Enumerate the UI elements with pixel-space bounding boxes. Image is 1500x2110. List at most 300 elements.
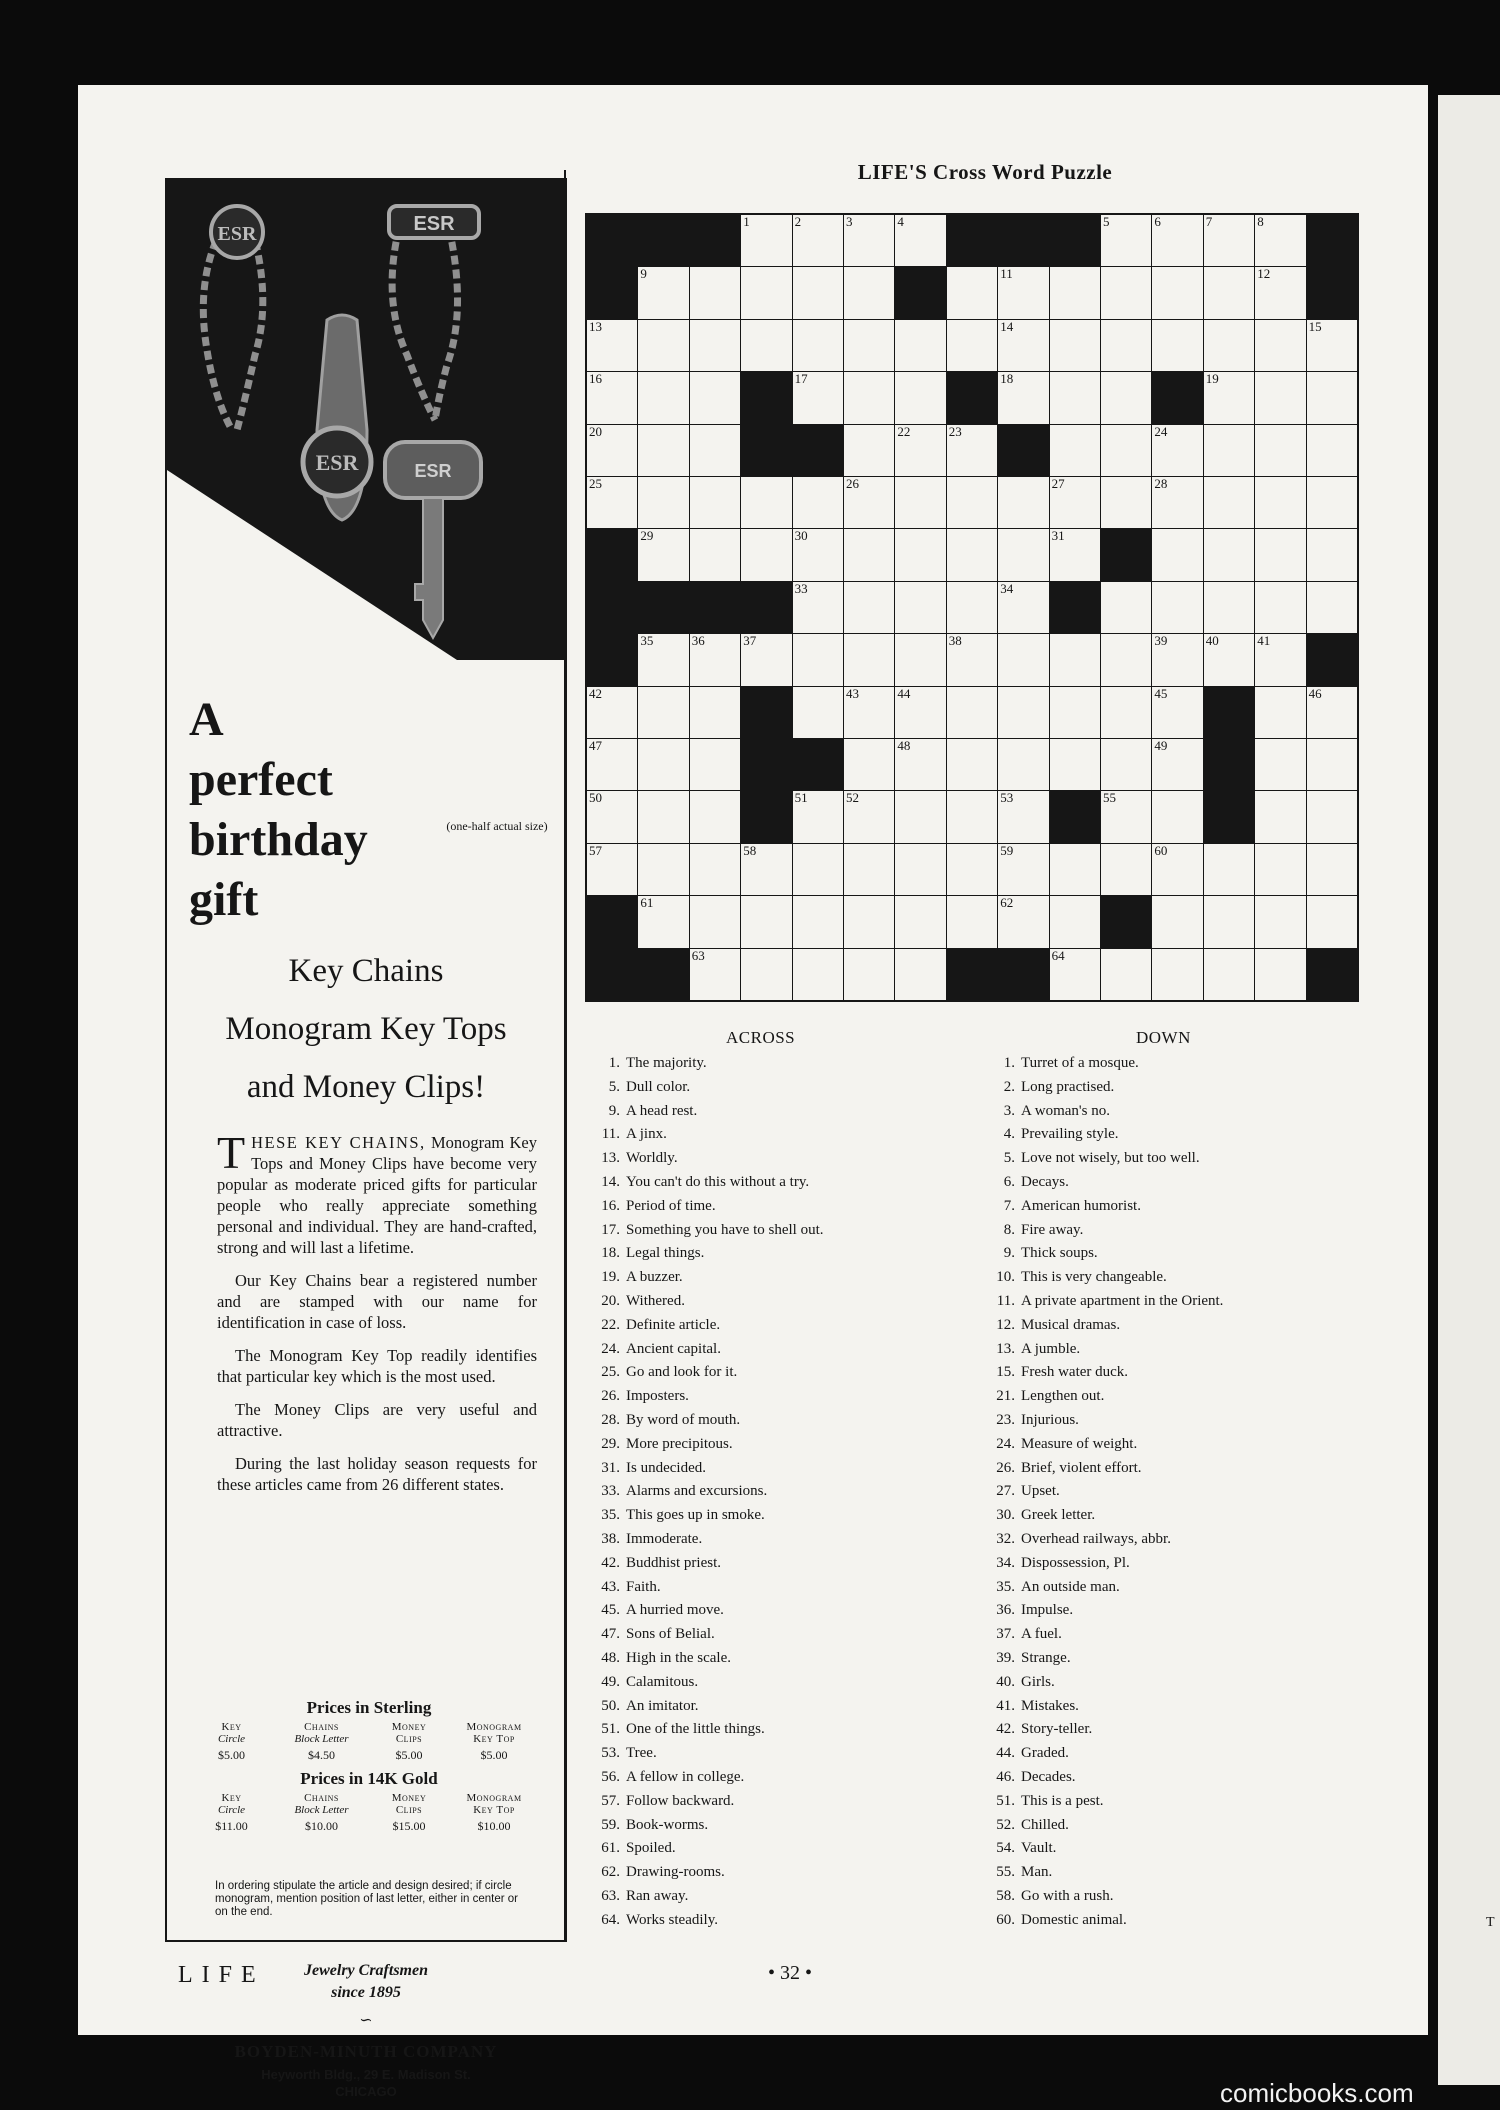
clue-item-text: A fellow in college. xyxy=(626,1768,745,1785)
grid-square[interactable] xyxy=(1307,739,1357,790)
clue-item-text: Immoderate. xyxy=(626,1530,703,1547)
grid-square[interactable] xyxy=(1050,687,1100,738)
clue-item xyxy=(985,1314,1223,1338)
clue-item-text: Calamitous. xyxy=(626,1673,699,1690)
grid-square[interactable] xyxy=(844,687,894,738)
grid-square[interactable] xyxy=(793,372,843,423)
grid-square[interactable] xyxy=(1255,687,1305,738)
clue-item-text: Legal things. xyxy=(626,1245,705,1262)
clue-number: 55 xyxy=(1103,790,1116,806)
clue-number: 3 xyxy=(846,214,853,229)
grid-square[interactable] xyxy=(947,582,997,633)
grid-square[interactable] xyxy=(741,215,791,266)
grid-square[interactable] xyxy=(1255,320,1305,371)
clue-item-text: Tree. xyxy=(626,1745,657,1762)
grid-square[interactable] xyxy=(1101,215,1151,266)
clue-item-number: 46. xyxy=(996,1768,1015,1785)
grid-square[interactable] xyxy=(587,791,637,842)
clue-item-text: Domestic animal. xyxy=(1021,1911,1127,1928)
grid-square[interactable] xyxy=(1255,267,1305,318)
grid-square[interactable] xyxy=(1101,582,1151,633)
grid-square[interactable] xyxy=(1307,372,1357,423)
clue-item-text: This is very changeable. xyxy=(1021,1269,1167,1286)
gold-table: Key Circle Chains Block Letter Money Clips Monogram Key Top $11.00 $10.00 $15.00 $10.00 xyxy=(189,1792,549,1832)
grid-square[interactable] xyxy=(1050,844,1100,895)
clue-item-text: Buddhist priest. xyxy=(626,1554,722,1571)
grid-square[interactable] xyxy=(741,320,791,371)
grid-square[interactable] xyxy=(1152,634,1202,685)
grid-square[interactable] xyxy=(1101,844,1151,895)
grid-square[interactable] xyxy=(741,949,791,1000)
grid-square[interactable] xyxy=(1152,215,1202,266)
grid-square[interactable] xyxy=(741,896,791,947)
grid-black-square xyxy=(793,739,843,790)
grid-black-square xyxy=(1152,372,1202,423)
monogram-3: ESR xyxy=(315,450,359,475)
clue-number: 23 xyxy=(948,423,962,439)
grid-square[interactable] xyxy=(638,896,688,947)
clue-item-number: 33. xyxy=(601,1483,620,1500)
grid-square[interactable] xyxy=(895,582,945,633)
grid-square[interactable] xyxy=(638,529,688,580)
grid-square[interactable] xyxy=(690,529,740,580)
clue-number: 24 xyxy=(1154,423,1168,439)
grid-square[interactable] xyxy=(844,844,894,895)
grid-square[interactable] xyxy=(1255,425,1305,476)
monogram-2: ESR xyxy=(413,213,455,235)
clue-item-number: 3. xyxy=(1003,1102,1015,1119)
grid-square[interactable] xyxy=(895,372,945,423)
grid-square[interactable] xyxy=(998,634,1048,685)
price-list xyxy=(189,1696,549,1832)
grid-square[interactable] xyxy=(1152,320,1202,371)
grid-square[interactable] xyxy=(1255,896,1305,947)
grid-square[interactable] xyxy=(1204,320,1254,371)
grid-square[interactable] xyxy=(690,896,740,947)
grid-square[interactable] xyxy=(1307,425,1357,476)
grid-square[interactable] xyxy=(998,320,1048,371)
grid-black-square xyxy=(587,267,637,318)
clue-item xyxy=(590,1861,823,1885)
clue-item xyxy=(590,1433,823,1457)
grid-square[interactable] xyxy=(844,949,894,1000)
clue-item xyxy=(985,1790,1223,1814)
clue-item-text: Book-worms. xyxy=(626,1816,709,1833)
grid-square[interactable] xyxy=(895,215,945,266)
grid-square[interactable] xyxy=(1204,267,1254,318)
grid-square[interactable] xyxy=(1152,896,1202,947)
grid-square[interactable] xyxy=(895,634,945,685)
clue-number: 30 xyxy=(794,528,808,544)
grid-square[interactable] xyxy=(1152,687,1202,738)
grid-square[interactable] xyxy=(947,477,997,528)
clue-item-text: Imposters. xyxy=(626,1388,689,1405)
grid-square[interactable] xyxy=(793,529,843,580)
clue-item xyxy=(590,1695,823,1719)
grid-square[interactable] xyxy=(690,739,740,790)
grid-square[interactable] xyxy=(1255,215,1305,266)
grid-square[interactable] xyxy=(690,372,740,423)
clue-item xyxy=(590,1147,823,1171)
clue-item-text: Mistakes. xyxy=(1021,1697,1079,1714)
grid-square[interactable] xyxy=(1101,739,1151,790)
grid-square[interactable] xyxy=(1307,791,1357,842)
clue-item-number: 48. xyxy=(601,1649,620,1666)
grid-square[interactable] xyxy=(1101,949,1151,1000)
monogram-4: ESR xyxy=(414,461,452,481)
clue-item-text: Drawing-rooms. xyxy=(626,1864,725,1881)
grid-square[interactable] xyxy=(1050,267,1100,318)
grid-square[interactable] xyxy=(1255,739,1305,790)
grid-square[interactable] xyxy=(1255,529,1305,580)
grid-square[interactable] xyxy=(895,529,945,580)
clue-item-number: 28. xyxy=(601,1411,620,1428)
grid-square[interactable] xyxy=(793,687,843,738)
grid-square[interactable] xyxy=(1204,372,1254,423)
grid-square[interactable] xyxy=(1204,896,1254,947)
clue-item xyxy=(985,1147,1223,1171)
across-clues xyxy=(590,1052,823,1932)
grid-square[interactable] xyxy=(895,477,945,528)
down-clues xyxy=(985,1052,1223,1932)
grid-square[interactable] xyxy=(1255,791,1305,842)
grid-square[interactable] xyxy=(1307,687,1357,738)
clue-item-text: A head rest. xyxy=(626,1102,698,1119)
grid-square[interactable] xyxy=(638,267,688,318)
clue-item-text: The majority. xyxy=(626,1055,707,1071)
clue-item-text: American humorist. xyxy=(1021,1197,1141,1214)
grid-black-square xyxy=(741,739,791,790)
grid-square[interactable] xyxy=(1204,425,1254,476)
grid-square[interactable] xyxy=(1101,791,1151,842)
magazine-name: LIFE xyxy=(178,1962,265,1988)
grid-square[interactable] xyxy=(998,529,1048,580)
grid-square[interactable] xyxy=(998,896,1048,947)
clue-item-number: 31. xyxy=(601,1459,620,1476)
grid-black-square xyxy=(1307,215,1357,266)
clue-item xyxy=(985,1528,1223,1552)
grid-square[interactable] xyxy=(947,687,997,738)
grid-square[interactable] xyxy=(844,215,894,266)
grid-square[interactable] xyxy=(793,320,843,371)
ad-body-copy xyxy=(217,1127,537,1507)
grid-square[interactable] xyxy=(844,739,894,790)
grid-square[interactable] xyxy=(1152,844,1202,895)
down-heading: DOWN xyxy=(1136,1028,1191,1047)
clue-number: 37 xyxy=(743,633,757,649)
grid-square[interactable] xyxy=(587,320,637,371)
grid-square[interactable] xyxy=(895,791,945,842)
grid-square[interactable] xyxy=(1204,582,1254,633)
grid-square[interactable] xyxy=(690,425,740,476)
grid-square[interactable] xyxy=(947,844,997,895)
grid-square[interactable] xyxy=(844,477,894,528)
clue-item xyxy=(985,1076,1223,1100)
grid-square[interactable] xyxy=(1255,634,1305,685)
scale-note: (one-half actual size) xyxy=(446,819,548,833)
grid-square[interactable] xyxy=(1255,372,1305,423)
grid-square[interactable] xyxy=(844,634,894,685)
clue-item-number: 35. xyxy=(996,1578,1015,1595)
grid-square[interactable] xyxy=(1152,791,1202,842)
grid-square[interactable] xyxy=(1050,949,1100,1000)
advertisement xyxy=(165,178,567,2099)
clue-item xyxy=(985,1433,1223,1457)
grid-square[interactable] xyxy=(1101,687,1151,738)
grid-square[interactable] xyxy=(741,477,791,528)
grid-square[interactable] xyxy=(690,791,740,842)
grid-black-square xyxy=(1050,215,1100,266)
grid-square[interactable] xyxy=(947,320,997,371)
clue-item-number: 64. xyxy=(601,1911,620,1928)
grid-square[interactable] xyxy=(1101,267,1151,318)
clue-number: 57 xyxy=(589,842,602,858)
column-divider xyxy=(564,170,566,1942)
grid-square[interactable] xyxy=(998,477,1048,528)
grid-square[interactable] xyxy=(1050,739,1100,790)
grid-square[interactable] xyxy=(844,320,894,371)
grid-square[interactable] xyxy=(690,949,740,1000)
clue-item-number: 53. xyxy=(601,1745,620,1762)
grid-square[interactable] xyxy=(1204,215,1254,266)
clue-item xyxy=(985,1695,1223,1719)
grid-square[interactable] xyxy=(844,791,894,842)
grid-black-square xyxy=(741,791,791,842)
clue-item xyxy=(590,1314,823,1338)
clue-item-number: 2. xyxy=(1003,1078,1015,1095)
clue-item-text: Definite article. xyxy=(626,1316,721,1333)
clue-item-text: Musical dramas. xyxy=(1021,1316,1121,1333)
clue-item-number: 32. xyxy=(996,1530,1015,1547)
grid-black-square xyxy=(1101,896,1151,947)
grid-square[interactable] xyxy=(1050,320,1100,371)
clue-item-text: Greek letter. xyxy=(1021,1507,1096,1524)
grid-square[interactable] xyxy=(1204,844,1254,895)
grid-square[interactable] xyxy=(1152,949,1202,1000)
clue-item xyxy=(985,1100,1223,1124)
grid-square[interactable] xyxy=(1050,529,1100,580)
grid-square[interactable] xyxy=(1101,372,1151,423)
grid-square[interactable] xyxy=(587,477,637,528)
grid-square[interactable] xyxy=(690,634,740,685)
clue-number: 44 xyxy=(897,685,911,701)
grid-square[interactable] xyxy=(741,634,791,685)
grid-square[interactable] xyxy=(1101,425,1151,476)
clue-item-text: A fuel. xyxy=(1021,1626,1062,1643)
grid-square[interactable] xyxy=(844,267,894,318)
grid-square[interactable] xyxy=(998,582,1048,633)
grid-square[interactable] xyxy=(690,477,740,528)
grid-square[interactable] xyxy=(947,634,997,685)
clue-item-text: Impulse. xyxy=(1021,1602,1074,1619)
grid-square[interactable] xyxy=(1050,477,1100,528)
grid-square[interactable] xyxy=(587,739,637,790)
grid-square[interactable] xyxy=(638,844,688,895)
grid-square[interactable] xyxy=(844,582,894,633)
grid-square[interactable] xyxy=(638,425,688,476)
clue-item-number: 7. xyxy=(1003,1197,1015,1214)
grid-square[interactable] xyxy=(1204,529,1254,580)
grid-square[interactable] xyxy=(1307,529,1357,580)
grid-square[interactable] xyxy=(793,844,843,895)
grid-square[interactable] xyxy=(844,896,894,947)
grid-square[interactable] xyxy=(895,320,945,371)
grid-square[interactable] xyxy=(690,267,740,318)
grid-square[interactable] xyxy=(895,739,945,790)
clue-item-text: An outside man. xyxy=(1021,1578,1120,1595)
clue-item xyxy=(590,1242,823,1266)
grid-square[interactable] xyxy=(1050,634,1100,685)
grid-square[interactable] xyxy=(1101,634,1151,685)
clue-item xyxy=(985,1338,1223,1362)
grid-square[interactable] xyxy=(690,844,740,895)
grid-square[interactable] xyxy=(793,949,843,1000)
grid-black-square xyxy=(1307,267,1357,318)
grid-square[interactable] xyxy=(587,372,637,423)
grid-square[interactable] xyxy=(844,372,894,423)
grid-square[interactable] xyxy=(793,215,843,266)
grid-square[interactable] xyxy=(638,634,688,685)
clue-item xyxy=(985,1266,1223,1290)
grid-square[interactable] xyxy=(1204,949,1254,1000)
clue-item-text: Alarms and excursions. xyxy=(626,1483,768,1500)
clue-item-number: 47. xyxy=(601,1626,620,1643)
grid-square[interactable] xyxy=(844,529,894,580)
grid-square[interactable] xyxy=(638,687,688,738)
clue-item xyxy=(590,1219,823,1243)
grid-square[interactable] xyxy=(1307,896,1357,947)
grid-square[interactable] xyxy=(638,372,688,423)
clue-item-text: Prevailing style. xyxy=(1021,1126,1119,1143)
clue-item-number: 1. xyxy=(1003,1055,1015,1071)
grid-square[interactable] xyxy=(1255,477,1305,528)
price-cell: $15.00 xyxy=(392,1819,426,1833)
clue-item xyxy=(590,1742,823,1766)
clue-item-number: 20. xyxy=(601,1292,620,1309)
clue-item-number: 13. xyxy=(996,1340,1015,1357)
clue-item-number: 42. xyxy=(601,1554,620,1571)
grid-square[interactable] xyxy=(1204,477,1254,528)
clue-item-number: 50. xyxy=(601,1697,620,1714)
clue-item xyxy=(985,1647,1223,1671)
grid-square[interactable] xyxy=(793,582,843,633)
crossword-grid xyxy=(585,213,1359,1002)
grid-square[interactable] xyxy=(1152,739,1202,790)
grid-square[interactable] xyxy=(998,267,1048,318)
grid-square[interactable] xyxy=(690,687,740,738)
grid-square[interactable] xyxy=(947,896,997,947)
grid-square[interactable] xyxy=(947,425,997,476)
grid-square[interactable] xyxy=(741,267,791,318)
grid-square[interactable] xyxy=(638,477,688,528)
grid-square[interactable] xyxy=(1152,267,1202,318)
grid-square[interactable] xyxy=(741,529,791,580)
grid-square[interactable] xyxy=(895,687,945,738)
grid-square[interactable] xyxy=(1255,844,1305,895)
grid-square[interactable] xyxy=(1307,582,1357,633)
clue-number: 59 xyxy=(1000,842,1014,858)
grid-square[interactable] xyxy=(998,844,1048,895)
clue-item-text: A jinx. xyxy=(626,1126,667,1143)
ad-headline: A perfect birthday gift xyxy=(189,693,368,926)
clue-number: 14 xyxy=(1000,318,1014,334)
grid-square[interactable] xyxy=(998,372,1048,423)
clue-item-number: 40. xyxy=(996,1673,1015,1690)
grid-square[interactable] xyxy=(998,687,1048,738)
grid-square[interactable] xyxy=(895,896,945,947)
clue-number: 58 xyxy=(743,842,757,858)
grid-square[interactable] xyxy=(793,267,843,318)
clue-item xyxy=(985,1385,1223,1409)
grid-square[interactable] xyxy=(638,791,688,842)
grid-square[interactable] xyxy=(947,739,997,790)
grid-square[interactable] xyxy=(1050,896,1100,947)
clue-number: 34 xyxy=(1000,580,1014,596)
grid-square[interactable] xyxy=(895,425,945,476)
grid-square[interactable] xyxy=(1152,477,1202,528)
grid-square[interactable] xyxy=(587,687,637,738)
grid-square[interactable] xyxy=(793,791,843,842)
grid-square[interactable] xyxy=(947,529,997,580)
grid-square[interactable] xyxy=(1255,582,1305,633)
grid-black-square xyxy=(1204,791,1254,842)
grid-square[interactable] xyxy=(1152,529,1202,580)
grid-square[interactable] xyxy=(998,791,1048,842)
grid-square[interactable] xyxy=(947,791,997,842)
grid-square[interactable] xyxy=(793,477,843,528)
clue-item-number: 6. xyxy=(1003,1173,1015,1190)
grid-square[interactable] xyxy=(844,425,894,476)
grid-square[interactable] xyxy=(1307,477,1357,528)
grid-square[interactable] xyxy=(1255,949,1305,1000)
grid-square[interactable] xyxy=(638,320,688,371)
clue-item xyxy=(590,1671,823,1695)
grid-square[interactable] xyxy=(1050,372,1100,423)
grid-square[interactable] xyxy=(638,739,688,790)
grid-square[interactable] xyxy=(587,425,637,476)
grid-square[interactable] xyxy=(1152,582,1202,633)
grid-square[interactable] xyxy=(741,844,791,895)
clue-item xyxy=(590,1766,823,1790)
grid-square[interactable] xyxy=(587,844,637,895)
clue-item-number: 9. xyxy=(608,1102,620,1119)
clue-item-number: 25. xyxy=(601,1364,620,1381)
clue-item-number: 51. xyxy=(996,1792,1015,1809)
grid-square[interactable] xyxy=(1204,634,1254,685)
clue-item-number: 52. xyxy=(996,1816,1015,1833)
clue-number: 52 xyxy=(846,790,859,806)
grid-square[interactable] xyxy=(1101,320,1151,371)
grid-square[interactable] xyxy=(1307,844,1357,895)
grid-square[interactable] xyxy=(895,949,945,1000)
grid-square[interactable] xyxy=(1152,425,1202,476)
clue-number: 9 xyxy=(640,266,647,282)
clue-item-number: 42. xyxy=(996,1721,1015,1738)
grid-square[interactable] xyxy=(998,739,1048,790)
clue-item xyxy=(590,1052,823,1076)
grid-square[interactable] xyxy=(947,267,997,318)
clue-item-number: 5. xyxy=(608,1078,620,1095)
grid-square[interactable] xyxy=(690,320,740,371)
clue-item-number: 35. xyxy=(601,1507,620,1524)
grid-square[interactable] xyxy=(1307,320,1357,371)
grid-black-square xyxy=(1050,582,1100,633)
grid-square[interactable] xyxy=(895,844,945,895)
grid-square[interactable] xyxy=(793,634,843,685)
grid-square[interactable] xyxy=(793,896,843,947)
grid-square[interactable] xyxy=(1101,477,1151,528)
grid-square[interactable] xyxy=(1050,425,1100,476)
